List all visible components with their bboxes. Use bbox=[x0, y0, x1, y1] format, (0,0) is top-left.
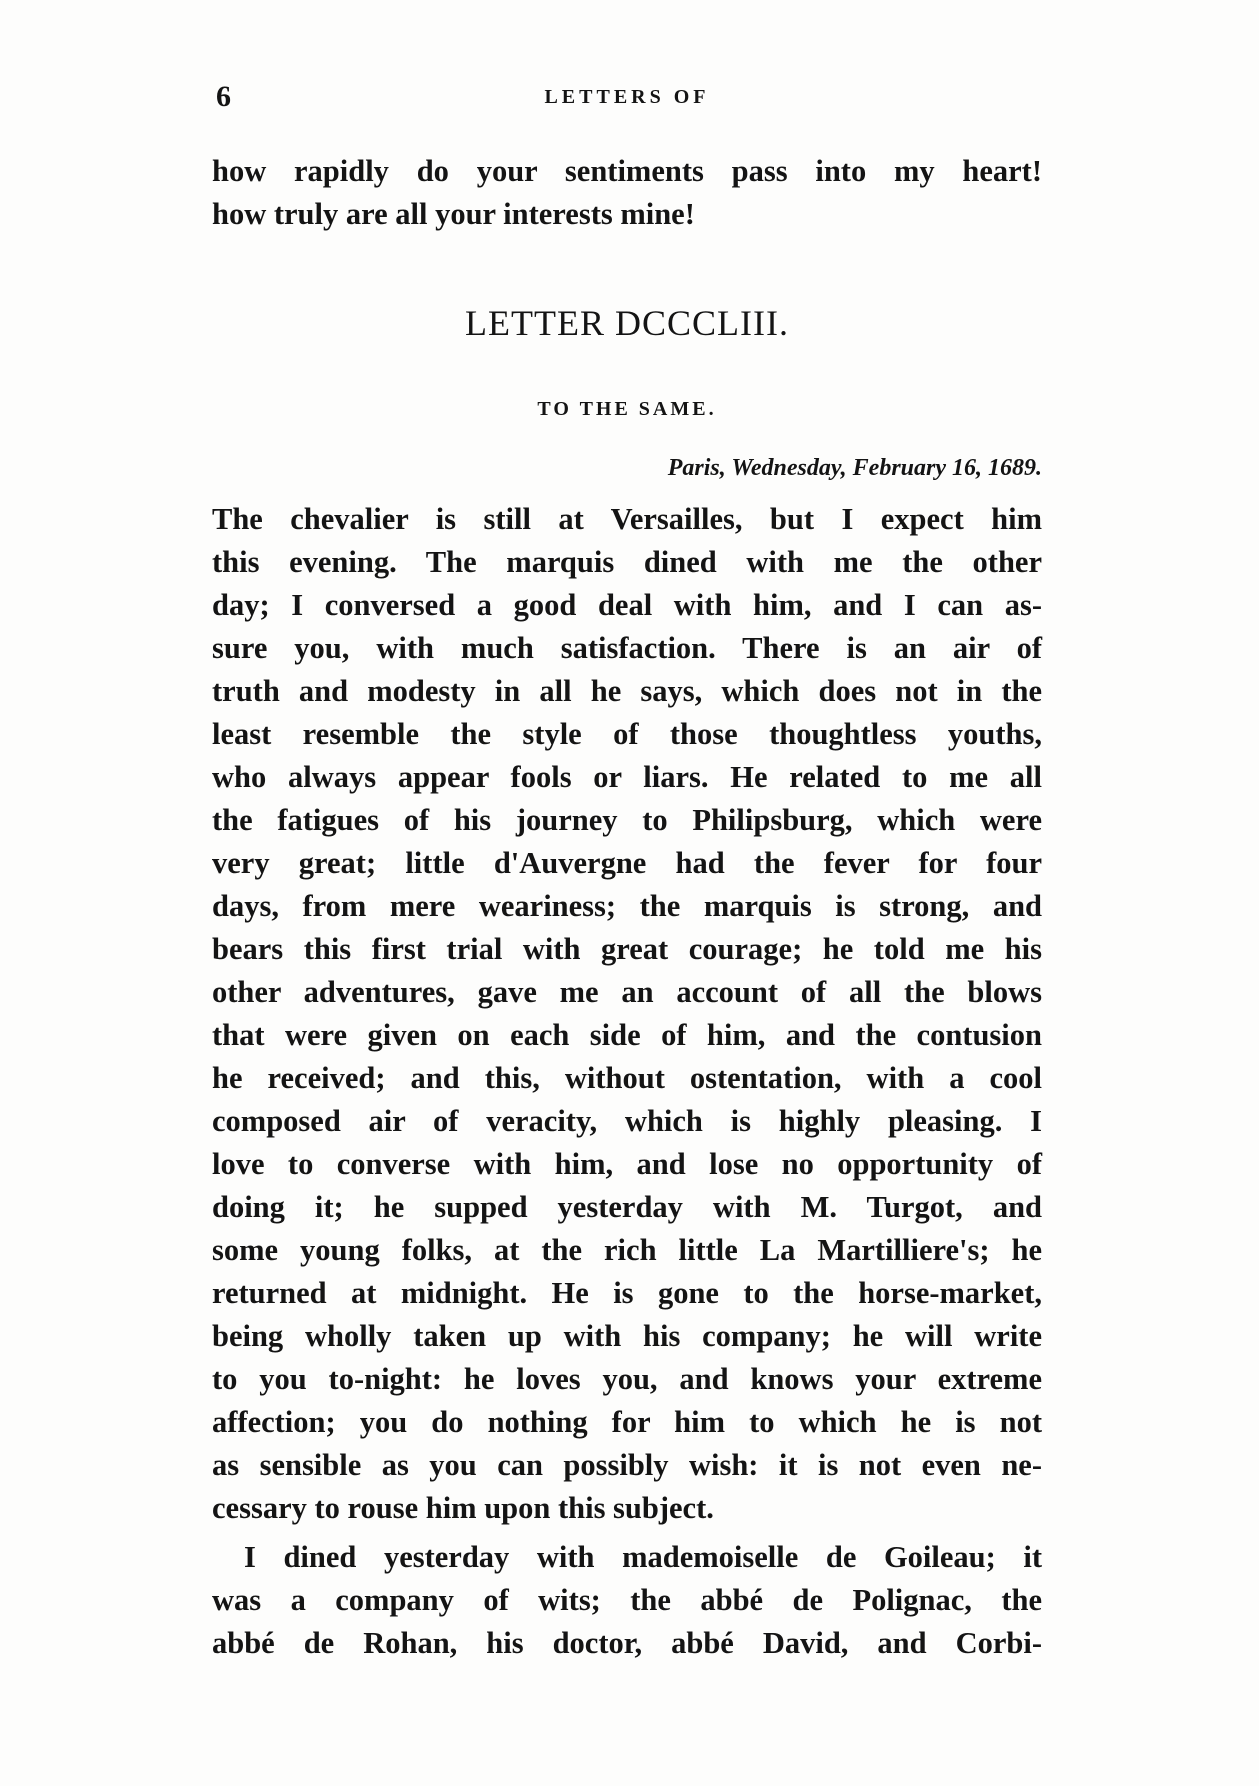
continued-text bbox=[212, 150, 1042, 236]
text-line: composed air of veracity, which is highly pleasing. I bbox=[212, 1104, 1042, 1138]
text-line: days, from mere weariness; the marquis is strong, and bbox=[212, 889, 1042, 923]
text-line: this evening. The marquis dined with me the other bbox=[212, 545, 1042, 579]
text-line: other adventures, gave me an account of all the blows bbox=[212, 975, 1042, 1009]
running-title: LETTERS OF bbox=[544, 86, 710, 108]
letter-addressee: TO THE SAME. bbox=[537, 398, 717, 420]
text-line: affection; you do nothing for him to which he is not bbox=[212, 1405, 1042, 1439]
text-line: how rapidly do your sentiments pass into my heart! bbox=[212, 154, 1042, 188]
text-line: being wholly taken up with his company; he will write bbox=[212, 1319, 1042, 1353]
letter-dateline: Paris, Wednesday, February 16, 1689. bbox=[667, 455, 1042, 481]
text-line: day; I conversed a good deal with him, and I can as- bbox=[212, 588, 1042, 622]
text-line: who always appear fools or liars. He related to me all bbox=[212, 760, 1042, 794]
text-line: to you to-night: he loves you, and knows your extreme bbox=[212, 1362, 1042, 1396]
text-line: truth and modesty in all he says, which does not in the bbox=[212, 674, 1042, 708]
text-line: The chevalier is still at Versailles, but I expect him bbox=[212, 502, 1042, 536]
page-header bbox=[212, 80, 1042, 120]
text-line: the fatigues of his journey to Philipsburg, which were bbox=[212, 803, 1042, 837]
letter-heading: LETTER DCCCLIII. bbox=[465, 303, 789, 343]
text-line: returned at midnight. He is gone to the horse-market, bbox=[212, 1276, 1042, 1310]
text-line: bears this first trial with great courage; he told me his bbox=[212, 932, 1042, 966]
text-line: I dined yesterday with mademoiselle de Goileau; it bbox=[244, 1540, 1042, 1574]
text-line: sure you, with much satisfaction. There is an air of bbox=[212, 631, 1042, 665]
text-line: cessary to rouse him upon this subject. bbox=[212, 1491, 714, 1525]
text-line: love to converse with him, and lose no opportunity of bbox=[212, 1147, 1042, 1181]
paragraph-1 bbox=[212, 498, 1042, 1530]
text-line: abbé de Rohan, his doctor, abbé David, and Corbi- bbox=[212, 1626, 1042, 1660]
text-line: very great; little d'Auvergne had the fever for four bbox=[212, 846, 1042, 880]
text-line: was a company of wits; the abbé de Polignac, the bbox=[212, 1583, 1042, 1617]
text-line: doing it; he supped yesterday with M. Turgot, and bbox=[212, 1190, 1042, 1224]
text-line: least resemble the style of those thoughtless youths, bbox=[212, 717, 1042, 751]
text-line: that were given on each side of him, and the contusion bbox=[212, 1018, 1042, 1052]
paragraph-2 bbox=[212, 1536, 1042, 1665]
text-line: as sensible as you can possibly wish: it is not even ne- bbox=[212, 1448, 1042, 1482]
page-number: 6 bbox=[216, 80, 231, 113]
text-line: he received; and this, without ostentation, with a cool bbox=[212, 1061, 1042, 1095]
text-line: some young folks, at the rich little La Martilliere's; he bbox=[212, 1233, 1042, 1267]
text-line: how truly are all your interests mine! bbox=[212, 197, 695, 231]
